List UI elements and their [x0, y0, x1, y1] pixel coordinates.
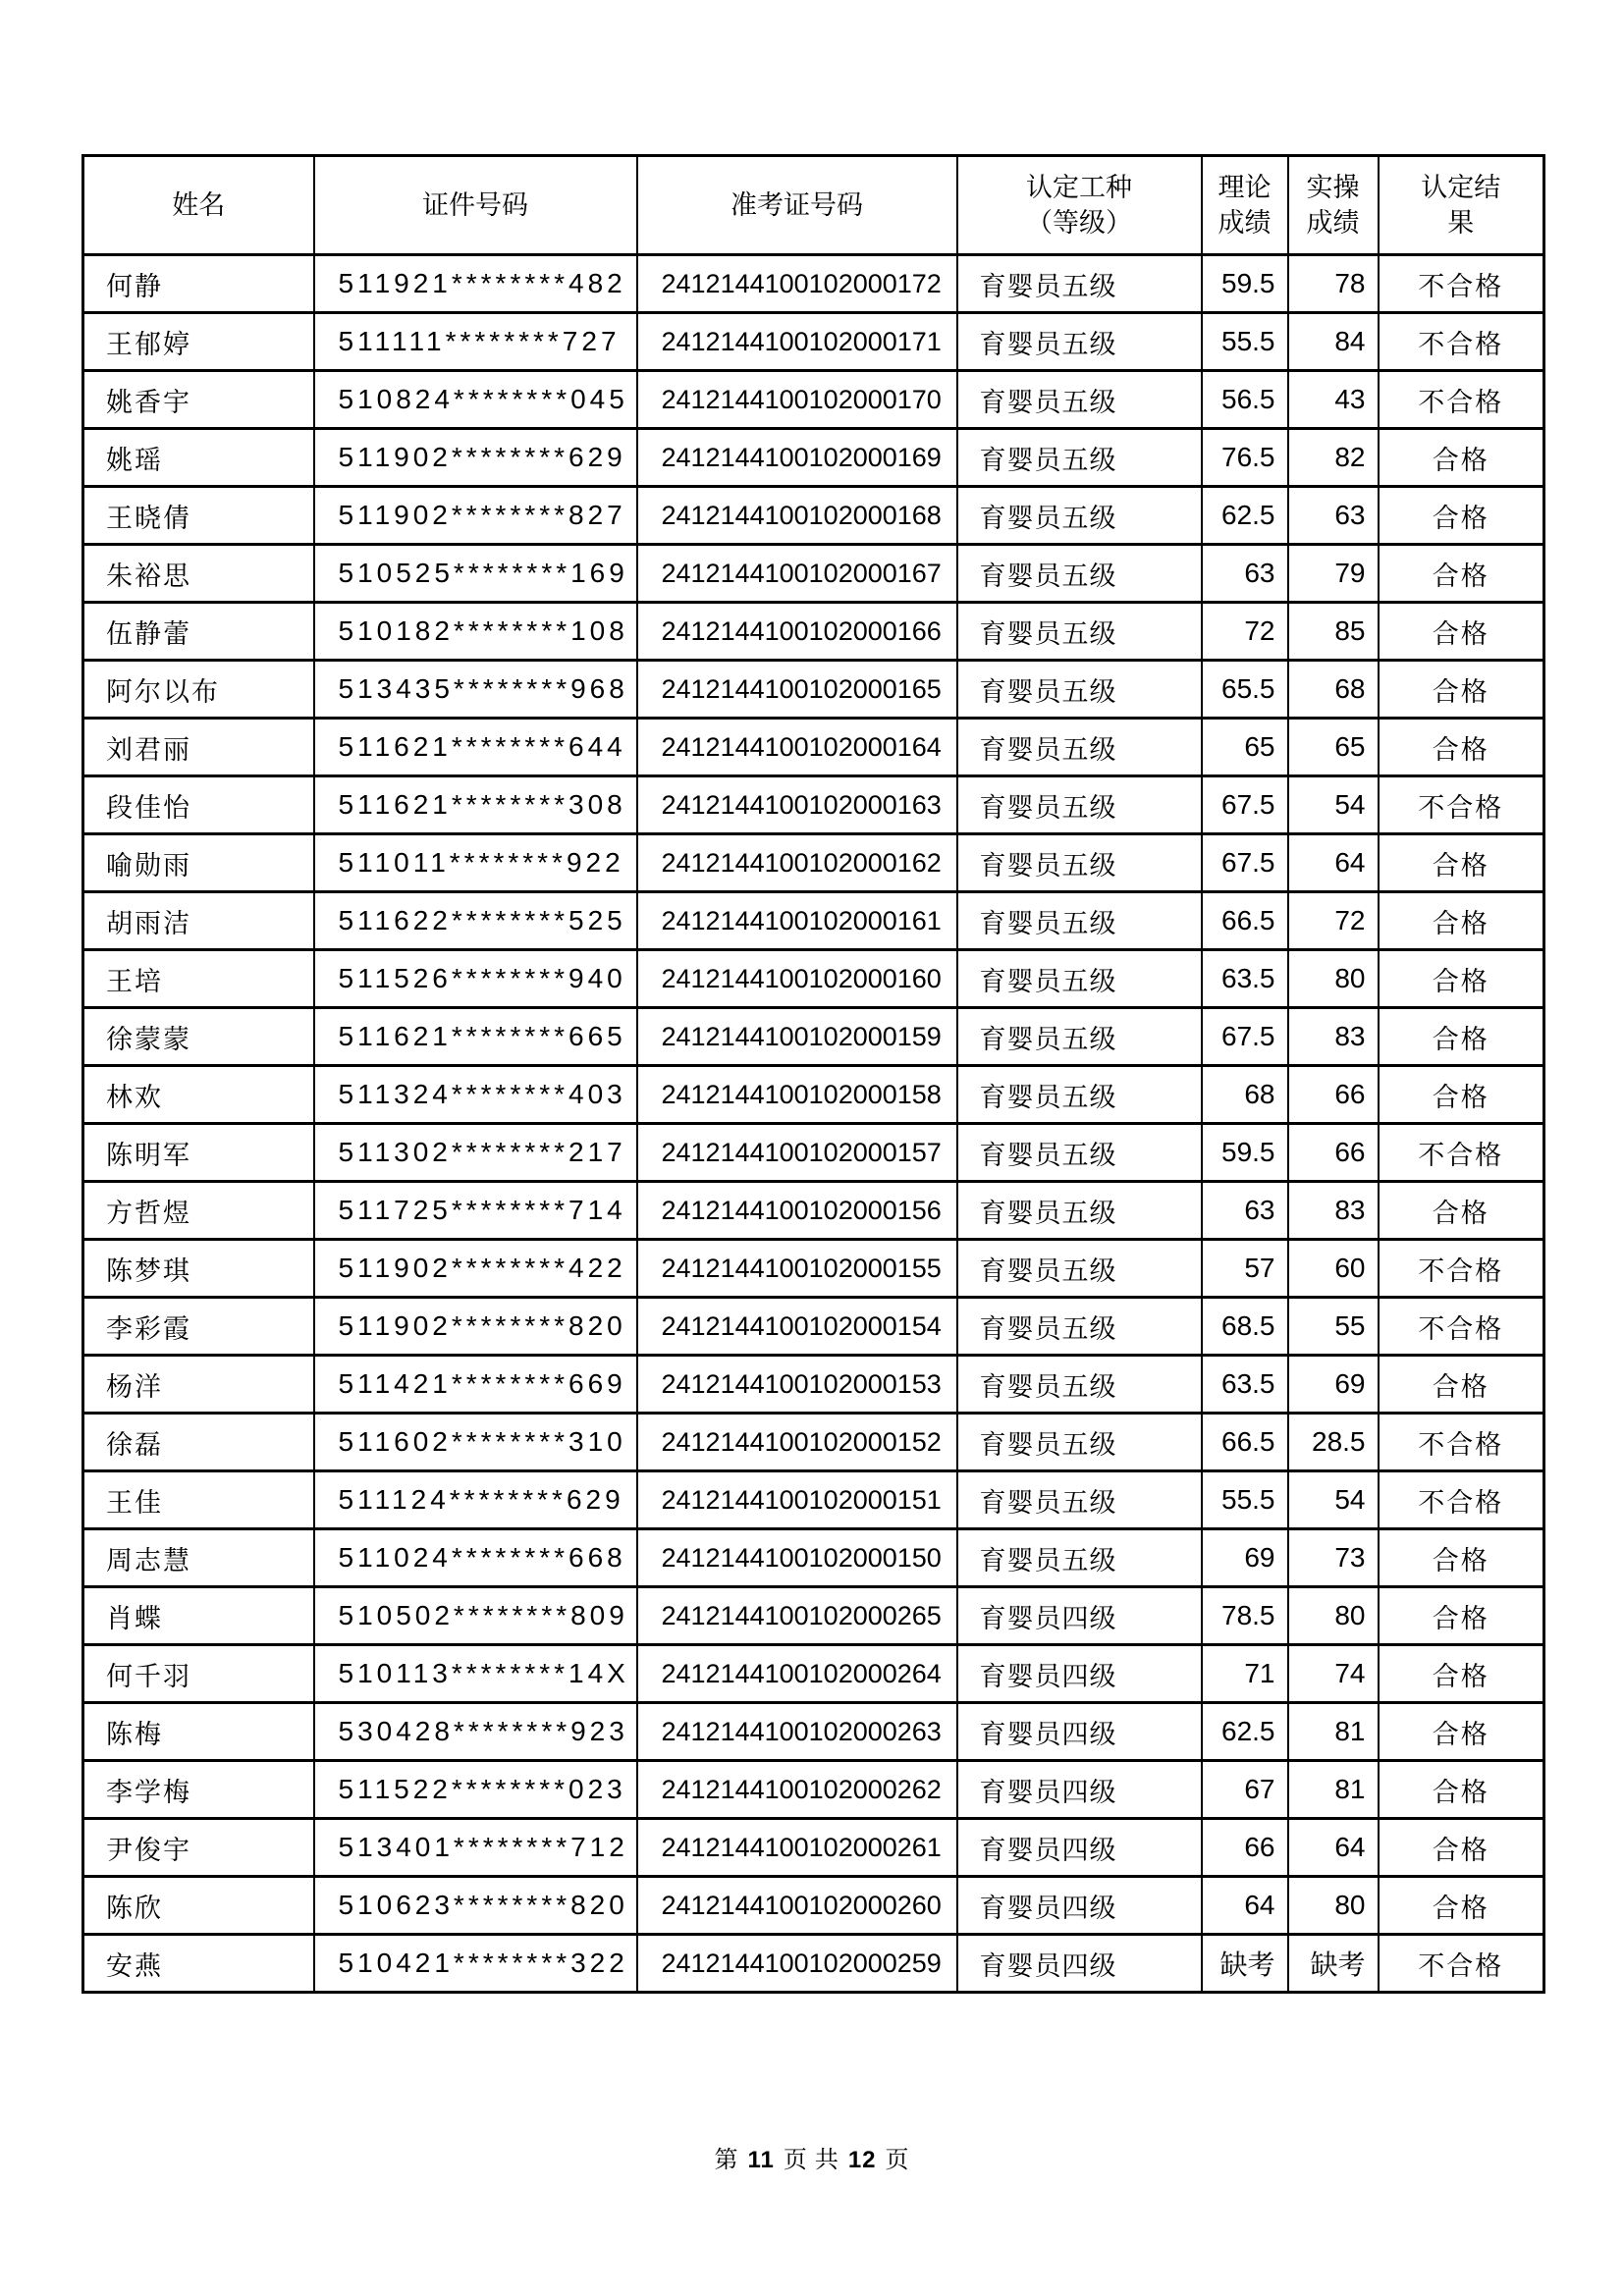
- cell-result: 合格: [1379, 545, 1544, 603]
- cell-result: 合格: [1379, 661, 1544, 719]
- cell-theory-score: 66: [1202, 1819, 1288, 1877]
- cell-result: 不合格: [1379, 776, 1544, 834]
- table-row: [83, 545, 1544, 603]
- cell-name: 陈梦琪: [83, 1240, 314, 1298]
- cell-result: 合格: [1379, 892, 1544, 950]
- cell-practical-score: 63: [1288, 487, 1379, 545]
- cell-theory-score: 64: [1202, 1877, 1288, 1935]
- cell-occupation-level: 育婴员五级: [957, 776, 1202, 834]
- cell-id-number: 511725********714: [314, 1182, 637, 1240]
- cell-practical-score: 82: [1288, 429, 1379, 487]
- cell-occupation-level: 育婴员五级: [957, 1008, 1202, 1066]
- cell-result: 合格: [1379, 1182, 1544, 1240]
- cell-theory-score: 67: [1202, 1761, 1288, 1819]
- cell-name: 王佳: [83, 1471, 314, 1529]
- cell-name: 肖蝶: [83, 1587, 314, 1645]
- cell-name: 刘君丽: [83, 719, 314, 776]
- cell-id-number: 511602********310: [314, 1414, 637, 1471]
- cell-practical-score: 28.5: [1288, 1414, 1379, 1471]
- table-row: [83, 1356, 1544, 1414]
- cell-name: 李彩霞: [83, 1298, 314, 1356]
- cell-id-number: 511111********727: [314, 313, 637, 371]
- cell-occupation-level: 育婴员五级: [957, 950, 1202, 1008]
- table-row: [83, 1240, 1544, 1298]
- table-body: [83, 255, 1544, 1993]
- table-row: [83, 1066, 1544, 1124]
- cell-name: 伍静蕾: [83, 603, 314, 661]
- cell-name: 林欢: [83, 1066, 314, 1124]
- cell-practical-score: 66: [1288, 1066, 1379, 1124]
- cell-theory-score: 63.5: [1202, 1356, 1288, 1414]
- cell-occupation-level: 育婴员五级: [957, 1529, 1202, 1587]
- cell-id-number: 511902********820: [314, 1298, 637, 1356]
- cell-name: 陈明军: [83, 1124, 314, 1182]
- cell-id-number: 511921********482: [314, 255, 637, 313]
- cell-practical-score: 73: [1288, 1529, 1379, 1587]
- header-label-line: 理论: [1218, 173, 1272, 202]
- cell-theory-score: 66.5: [1202, 1414, 1288, 1471]
- cell-exam-number: 2412144100102000172: [637, 255, 957, 313]
- cell-result: 合格: [1379, 1529, 1544, 1587]
- cell-exam-number: 2412144100102000151: [637, 1471, 957, 1529]
- table-row: [83, 1877, 1544, 1935]
- cell-practical-score: 55: [1288, 1298, 1379, 1356]
- header-name: [83, 156, 314, 255]
- footer-total-page-number: 12: [847, 2147, 877, 2173]
- cell-practical-score: 80: [1288, 1877, 1379, 1935]
- cell-id-number: 511124********629: [314, 1471, 637, 1529]
- cell-id-number: 510421********322: [314, 1935, 637, 1993]
- table-row: [83, 1471, 1544, 1529]
- table-row: [83, 1819, 1544, 1877]
- cell-id-number: 510502********809: [314, 1587, 637, 1645]
- cell-exam-number: 2412144100102000157: [637, 1124, 957, 1182]
- cell-occupation-level: 育婴员五级: [957, 1240, 1202, 1298]
- cell-exam-number: 2412144100102000164: [637, 719, 957, 776]
- cell-exam-number: 2412144100102000158: [637, 1066, 957, 1124]
- cell-name: 段佳怡: [83, 776, 314, 834]
- cell-theory-score: 65: [1202, 719, 1288, 776]
- cell-practical-score: 54: [1288, 776, 1379, 834]
- cell-result: 合格: [1379, 834, 1544, 892]
- cell-occupation-level: 育婴员五级: [957, 719, 1202, 776]
- cell-practical-score: 64: [1288, 834, 1379, 892]
- cell-theory-score: 67.5: [1202, 1008, 1288, 1066]
- cell-exam-number: 2412144100102000160: [637, 950, 957, 1008]
- header-label-line: 准考证号码: [731, 190, 863, 220]
- cell-theory-score: 66.5: [1202, 892, 1288, 950]
- cell-theory-score: 67.5: [1202, 834, 1288, 892]
- cell-result: 不合格: [1379, 1935, 1544, 1993]
- cell-id-number: 530428********923: [314, 1703, 637, 1761]
- cell-theory-score: 62.5: [1202, 487, 1288, 545]
- cell-theory-score: 65.5: [1202, 661, 1288, 719]
- cell-id-number: 510525********169: [314, 545, 637, 603]
- cell-name: 安燕: [83, 1935, 314, 1993]
- cell-theory-score: 63.5: [1202, 950, 1288, 1008]
- cell-result: 合格: [1379, 1066, 1544, 1124]
- header-result: [1379, 156, 1544, 255]
- cell-name: 姚香宇: [83, 371, 314, 429]
- cell-occupation-level: 育婴员五级: [957, 371, 1202, 429]
- cell-id-number: 511324********403: [314, 1066, 637, 1124]
- cell-name: 朱裕思: [83, 545, 314, 603]
- cell-result: 合格: [1379, 1761, 1544, 1819]
- cell-theory-score: 55.5: [1202, 313, 1288, 371]
- cell-theory-score: 57: [1202, 1240, 1288, 1298]
- cell-occupation-level: 育婴员五级: [957, 1298, 1202, 1356]
- cell-id-number: 511302********217: [314, 1124, 637, 1182]
- header-row: [83, 156, 1544, 255]
- cell-theory-score: 62.5: [1202, 1703, 1288, 1761]
- cell-practical-score: 83: [1288, 1182, 1379, 1240]
- cell-theory-score: 67.5: [1202, 776, 1288, 834]
- cell-id-number: 511621********665: [314, 1008, 637, 1066]
- cell-occupation-level: 育婴员五级: [957, 1414, 1202, 1471]
- cell-result: 不合格: [1379, 1414, 1544, 1471]
- cell-practical-score: 84: [1288, 313, 1379, 371]
- results-table: [81, 154, 1545, 1994]
- cell-exam-number: 2412144100102000265: [637, 1587, 957, 1645]
- cell-theory-score: 71: [1202, 1645, 1288, 1703]
- header-theory-score: [1202, 156, 1288, 255]
- cell-id-number: 511522********023: [314, 1761, 637, 1819]
- cell-exam-number: 2412144100102000264: [637, 1645, 957, 1703]
- cell-practical-score: 缺考: [1288, 1935, 1379, 1993]
- cell-result: 不合格: [1379, 371, 1544, 429]
- table-row: [83, 1529, 1544, 1587]
- cell-theory-score: 68.5: [1202, 1298, 1288, 1356]
- cell-exam-number: 2412144100102000261: [637, 1819, 957, 1877]
- header-id-number: [314, 156, 637, 255]
- cell-practical-score: 81: [1288, 1761, 1379, 1819]
- cell-practical-score: 64: [1288, 1819, 1379, 1877]
- cell-result: 不合格: [1379, 255, 1544, 313]
- table-row: [83, 834, 1544, 892]
- cell-occupation-level: 育婴员五级: [957, 313, 1202, 371]
- cell-id-number: 513401********712: [314, 1819, 637, 1877]
- cell-result: 合格: [1379, 950, 1544, 1008]
- cell-practical-score: 60: [1288, 1240, 1379, 1298]
- cell-exam-number: 2412144100102000260: [637, 1877, 957, 1935]
- cell-exam-number: 2412144100102000162: [637, 834, 957, 892]
- cell-occupation-level: 育婴员五级: [957, 1124, 1202, 1182]
- cell-occupation-level: 育婴员五级: [957, 429, 1202, 487]
- cell-occupation-level: 育婴员五级: [957, 603, 1202, 661]
- cell-exam-number: 2412144100102000171: [637, 313, 957, 371]
- cell-exam-number: 2412144100102000167: [637, 545, 957, 603]
- cell-result: 合格: [1379, 1008, 1544, 1066]
- table-row: [83, 313, 1544, 371]
- cell-practical-score: 54: [1288, 1471, 1379, 1529]
- cell-exam-number: 2412144100102000163: [637, 776, 957, 834]
- cell-name: 喻勋雨: [83, 834, 314, 892]
- footer-label: 页: [885, 2148, 910, 2173]
- table-row: [83, 661, 1544, 719]
- cell-occupation-level: 育婴员四级: [957, 1935, 1202, 1993]
- cell-occupation-level: 育婴员四级: [957, 1819, 1202, 1877]
- table-row: [83, 892, 1544, 950]
- cell-result: 合格: [1379, 1703, 1544, 1761]
- cell-id-number: 513435********968: [314, 661, 637, 719]
- cell-practical-score: 81: [1288, 1703, 1379, 1761]
- header-label-line: 姓名: [172, 190, 226, 220]
- cell-name: 徐蒙蒙: [83, 1008, 314, 1066]
- cell-practical-score: 66: [1288, 1124, 1379, 1182]
- cell-practical-score: 68: [1288, 661, 1379, 719]
- cell-result: 合格: [1379, 1877, 1544, 1935]
- table-row: [83, 1008, 1544, 1066]
- cell-exam-number: 2412144100102000159: [637, 1008, 957, 1066]
- table-row: [83, 429, 1544, 487]
- cell-exam-number: 2412144100102000156: [637, 1182, 957, 1240]
- cell-theory-score: 56.5: [1202, 371, 1288, 429]
- cell-name: 杨洋: [83, 1356, 314, 1414]
- cell-practical-score: 74: [1288, 1645, 1379, 1703]
- cell-id-number: 511902********827: [314, 487, 637, 545]
- cell-occupation-level: 育婴员五级: [957, 1182, 1202, 1240]
- footer-label: 共: [814, 2148, 839, 2173]
- cell-id-number: 511622********525: [314, 892, 637, 950]
- cell-id-number: 511024********668: [314, 1529, 637, 1587]
- table-row: [83, 487, 1544, 545]
- cell-practical-score: 83: [1288, 1008, 1379, 1066]
- header-label-line: 实操: [1306, 173, 1360, 202]
- cell-id-number: 511902********629: [314, 429, 637, 487]
- cell-exam-number: 2412144100102000259: [637, 1935, 957, 1993]
- cell-result: 合格: [1379, 487, 1544, 545]
- cell-theory-score: 78.5: [1202, 1587, 1288, 1645]
- footer-label: 页: [783, 2148, 808, 2173]
- cell-practical-score: 65: [1288, 719, 1379, 776]
- cell-occupation-level: 育婴员五级: [957, 1471, 1202, 1529]
- cell-exam-number: 2412144100102000169: [637, 429, 957, 487]
- cell-name: 徐磊: [83, 1414, 314, 1471]
- cell-id-number: 510824********045: [314, 371, 637, 429]
- header-label-line: 成绩: [1218, 208, 1272, 238]
- table-row: [83, 776, 1544, 834]
- cell-exam-number: 2412144100102000168: [637, 487, 957, 545]
- table-row: [83, 1298, 1544, 1356]
- header-label-line: （等级）: [1026, 208, 1132, 238]
- cell-occupation-level: 育婴员五级: [957, 1356, 1202, 1414]
- cell-name: 周志慧: [83, 1529, 314, 1587]
- cell-occupation-level: 育婴员四级: [957, 1877, 1202, 1935]
- cell-theory-score: 59.5: [1202, 255, 1288, 313]
- header-label-line: 证件号码: [422, 190, 528, 220]
- cell-name: 李学梅: [83, 1761, 314, 1819]
- cell-practical-score: 85: [1288, 603, 1379, 661]
- cell-name: 陈梅: [83, 1703, 314, 1761]
- table-row: [83, 1645, 1544, 1703]
- cell-theory-score: 63: [1202, 1182, 1288, 1240]
- cell-practical-score: 79: [1288, 545, 1379, 603]
- cell-name: 尹俊宇: [83, 1819, 314, 1877]
- cell-exam-number: 2412144100102000153: [637, 1356, 957, 1414]
- cell-name: 何千羽: [83, 1645, 314, 1703]
- cell-exam-number: 2412144100102000150: [637, 1529, 957, 1587]
- cell-id-number: 510182********108: [314, 603, 637, 661]
- table-row: [83, 371, 1544, 429]
- cell-theory-score: 缺考: [1202, 1935, 1288, 1993]
- header-label-line: 成绩: [1306, 208, 1360, 238]
- cell-occupation-level: 育婴员四级: [957, 1703, 1202, 1761]
- cell-exam-number: 2412144100102000154: [637, 1298, 957, 1356]
- table-row: [83, 1414, 1544, 1471]
- cell-result: 合格: [1379, 1587, 1544, 1645]
- cell-occupation-level: 育婴员五级: [957, 255, 1202, 313]
- cell-exam-number: 2412144100102000263: [637, 1703, 957, 1761]
- cell-theory-score: 72: [1202, 603, 1288, 661]
- cell-theory-score: 55.5: [1202, 1471, 1288, 1529]
- cell-occupation-level: 育婴员五级: [957, 1066, 1202, 1124]
- footer-current-page-number: 11: [747, 2147, 775, 2173]
- cell-id-number: 511621********644: [314, 719, 637, 776]
- cell-exam-number: 2412144100102000161: [637, 892, 957, 950]
- table-row: [83, 950, 1544, 1008]
- cell-name: 方哲煜: [83, 1182, 314, 1240]
- cell-practical-score: 80: [1288, 950, 1379, 1008]
- table-row: [83, 1182, 1544, 1240]
- cell-exam-number: 2412144100102000262: [637, 1761, 957, 1819]
- cell-occupation-level: 育婴员四级: [957, 1587, 1202, 1645]
- cell-name: 姚瑶: [83, 429, 314, 487]
- cell-exam-number: 2412144100102000166: [637, 603, 957, 661]
- cell-occupation-level: 育婴员五级: [957, 487, 1202, 545]
- cell-theory-score: 59.5: [1202, 1124, 1288, 1182]
- cell-result: 不合格: [1379, 313, 1544, 371]
- header-label-line: 认定结: [1421, 173, 1501, 202]
- table-row: [83, 1587, 1544, 1645]
- table-row: [83, 719, 1544, 776]
- cell-occupation-level: 育婴员五级: [957, 892, 1202, 950]
- table-row: [83, 1761, 1544, 1819]
- cell-name: 胡雨洁: [83, 892, 314, 950]
- cell-name: 何静: [83, 255, 314, 313]
- cell-result: 不合格: [1379, 1471, 1544, 1529]
- cell-id-number: 511526********940: [314, 950, 637, 1008]
- cell-occupation-level: 育婴员四级: [957, 1645, 1202, 1703]
- table-row: [83, 1703, 1544, 1761]
- cell-practical-score: 69: [1288, 1356, 1379, 1414]
- cell-name: 王培: [83, 950, 314, 1008]
- cell-occupation-level: 育婴员五级: [957, 834, 1202, 892]
- cell-name: 陈欣: [83, 1877, 314, 1935]
- header-occupation-level: [957, 156, 1202, 255]
- cell-result: 不合格: [1379, 1124, 1544, 1182]
- footer-label: 第: [714, 2148, 739, 2173]
- cell-theory-score: 63: [1202, 545, 1288, 603]
- cell-result: 合格: [1379, 429, 1544, 487]
- header-practical-score: [1288, 156, 1379, 255]
- cell-result: 合格: [1379, 1356, 1544, 1414]
- cell-result: 合格: [1379, 603, 1544, 661]
- cell-exam-number: 2412144100102000165: [637, 661, 957, 719]
- header-label-line: 果: [1447, 208, 1475, 238]
- cell-id-number: 510623********820: [314, 1877, 637, 1935]
- cell-id-number: 511011********922: [314, 834, 637, 892]
- cell-exam-number: 2412144100102000152: [637, 1414, 957, 1471]
- cell-theory-score: 69: [1202, 1529, 1288, 1587]
- cell-id-number: 510113********14X: [314, 1645, 637, 1703]
- cell-result: 不合格: [1379, 1240, 1544, 1298]
- cell-practical-score: 43: [1288, 371, 1379, 429]
- table-row: [83, 1935, 1544, 1993]
- cell-occupation-level: 育婴员五级: [957, 661, 1202, 719]
- page-footer: [0, 2140, 1624, 2174]
- cell-practical-score: 78: [1288, 255, 1379, 313]
- cell-result: 合格: [1379, 719, 1544, 776]
- cell-exam-number: 2412144100102000155: [637, 1240, 957, 1298]
- cell-occupation-level: 育婴员四级: [957, 1761, 1202, 1819]
- cell-practical-score: 80: [1288, 1587, 1379, 1645]
- cell-id-number: 511621********308: [314, 776, 637, 834]
- cell-name: 王郁婷: [83, 313, 314, 371]
- cell-practical-score: 72: [1288, 892, 1379, 950]
- header-label-line: 认定工种: [1026, 173, 1132, 202]
- cell-theory-score: 76.5: [1202, 429, 1288, 487]
- cell-exam-number: 2412144100102000170: [637, 371, 957, 429]
- cell-name: 王晓倩: [83, 487, 314, 545]
- cell-result: 不合格: [1379, 1298, 1544, 1356]
- cell-id-number: 511421********669: [314, 1356, 637, 1414]
- cell-theory-score: 68: [1202, 1066, 1288, 1124]
- cell-occupation-level: 育婴员五级: [957, 545, 1202, 603]
- cell-result: 合格: [1379, 1819, 1544, 1877]
- table-row: [83, 255, 1544, 313]
- cell-name: 阿尔以布: [83, 661, 314, 719]
- table-row: [83, 603, 1544, 661]
- header-exam-number: [637, 156, 957, 255]
- cell-id-number: 511902********422: [314, 1240, 637, 1298]
- table-row: [83, 1124, 1544, 1182]
- cell-result: 合格: [1379, 1645, 1544, 1703]
